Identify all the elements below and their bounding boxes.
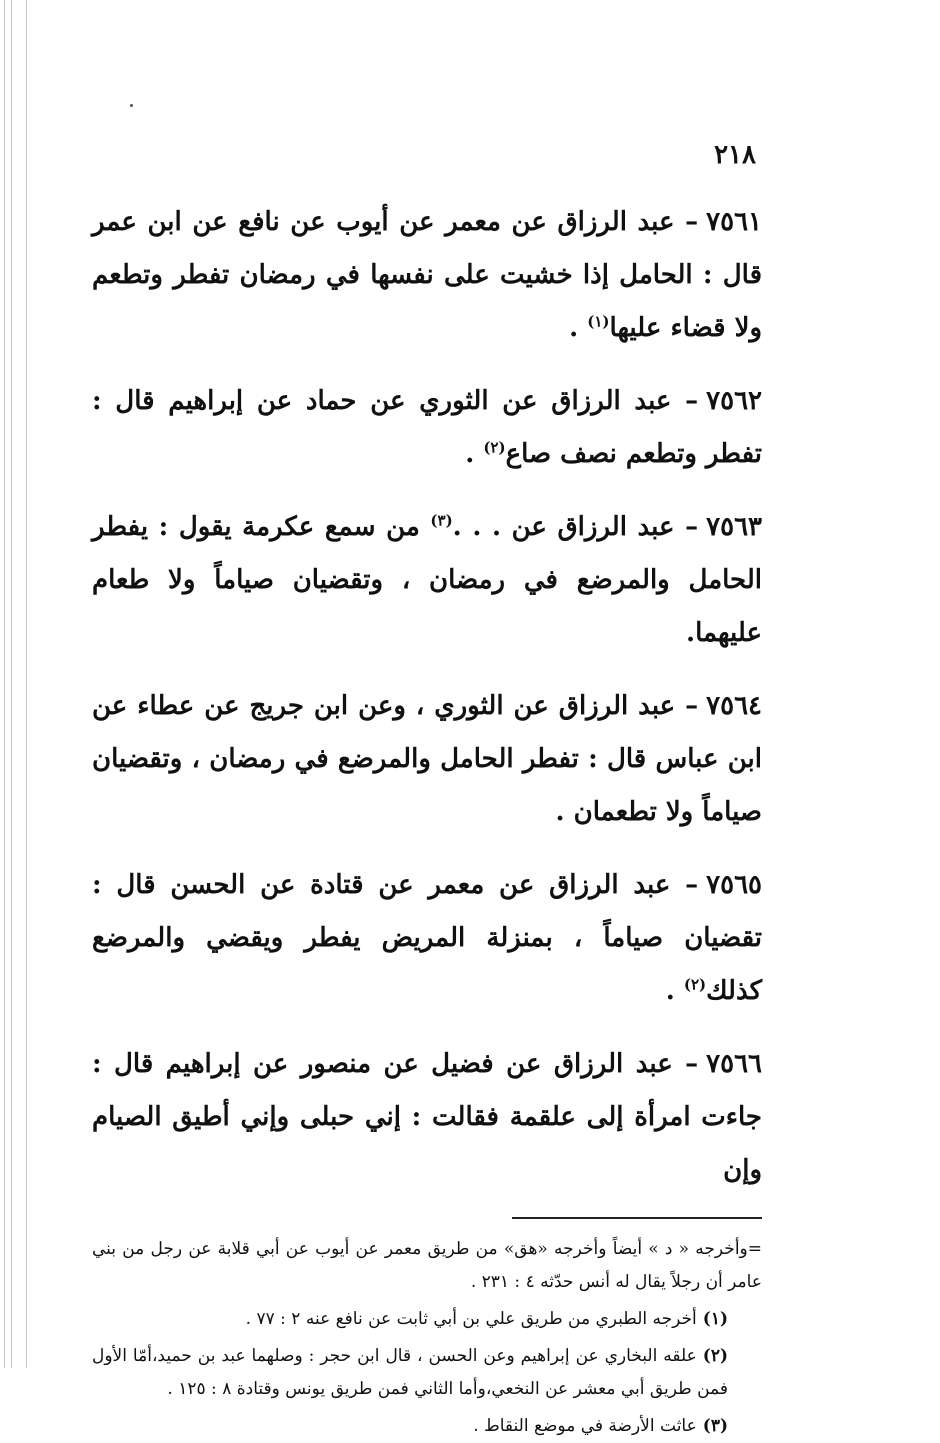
footnote-marker: (٢) [483, 438, 506, 457]
footnote-marker: (٢) [683, 975, 707, 994]
footnote-marker: (١) [587, 312, 610, 331]
footnote [92, 1340, 762, 1406]
entry-text: – عبد الرزاق عن . . . [452, 512, 699, 542]
entry-tail: من سمع عكرمة يقول : يفطر الحامل والمرضع في رمضان ، وتقضيان صياماً ولا طعام عليهما. [92, 512, 762, 648]
scan-edge-line [11, 0, 12, 1368]
scan-edge-line [4, 0, 5, 1368]
footnote-key: (٢) [702, 1346, 728, 1366]
scan-edge-line [26, 0, 27, 1368]
entry-text: – عبد الرزاق عن معمر عن قتادة عن الحسن قال : تقضيان صياماً ، بمنزلة المريض يفطر ويقضي والمرضع كذلك [92, 870, 762, 1006]
footnote [92, 1410, 762, 1443]
entry-number: ٧٥٦٦ [706, 1049, 762, 1079]
footnote-text: أخرجه الطبري من طريق علي بن أبي ثابت عن نافع عنه ٢ : ٧٧ . [245, 1309, 697, 1329]
footnote-text: عاثت الأرضة في موضع النقاط . [473, 1416, 697, 1436]
entry-text: – عبد الرزاق عن معمر عن أيوب عن نافع عن ابن عمر قال : الحامل إذا خشيت على نفسها في رمضان تفطر وتطعم ولا قضاء عليها [92, 207, 762, 343]
hadith-entry [92, 859, 762, 1018]
footnote-continuation: =وأخرجه « د » أيضاً وأخرجه «هق» من طريق معمر عن أيوب عن أبي قلابة عن رجل من بني عامر أن رجلاً يقال له أنس حدّثه ٤ : ٢٣١ . [92, 1239, 762, 1292]
footnote-text: علقه البخاري عن إبراهيم وعن الحسن ، قال ابن حجر : وصلهما عبد بن حميد،أمّا الأول فمن طريق أبي معشر عن النخعي،وأما الثاني فمن طريق يونس وقتادة ٨ : ١٢٥ . [92, 1346, 728, 1399]
book-page [92, 140, 762, 1436]
entry-text: – عبد الرزاق عن الثوري ، وعن ابن جريج عن عطاء عن ابن عباس قال : تفطر الحامل والمرضع في رمضان ، وتقضيان صياماً ولا تطعمان . [92, 691, 762, 827]
footnote-separator [512, 1217, 762, 1219]
hadith-entry [92, 1038, 762, 1197]
entry-number: ٧٥٦٢ [706, 386, 762, 416]
scan-speck [130, 104, 133, 107]
hadith-entry [92, 196, 762, 355]
entry-text: – عبد الرزاق عن فضيل عن منصور عن إبراهيم قال : جاءت امرأة إلى علقمة فقالت : إني حبلى وإني أطيق الصيام وإن [92, 1049, 762, 1185]
footnote-marker: (٣) [430, 511, 453, 530]
entry-number: ٧٥٦٣ [706, 512, 762, 542]
footnote-key: (٣) [702, 1416, 728, 1436]
footnote-key: (١) [702, 1309, 728, 1329]
entry-tail: . [665, 976, 684, 1006]
entry-number: ٧٥٦١ [706, 207, 762, 237]
footnote [92, 1303, 762, 1336]
entry-number: ٧٥٦٥ [706, 870, 762, 900]
entry-number: ٧٥٦٤ [706, 691, 762, 721]
hadith-entry [92, 375, 762, 481]
hadith-entry [92, 501, 762, 660]
page-number: ٢١٨ [714, 140, 756, 170]
entry-text: – عبد الرزاق عن الثوري عن حماد عن إبراهيم قال : تفطر وتطعم نصف صاع [92, 386, 762, 469]
entry-tail: . [465, 439, 484, 469]
hadith-entry [92, 680, 762, 839]
entry-tail: . [569, 313, 588, 343]
